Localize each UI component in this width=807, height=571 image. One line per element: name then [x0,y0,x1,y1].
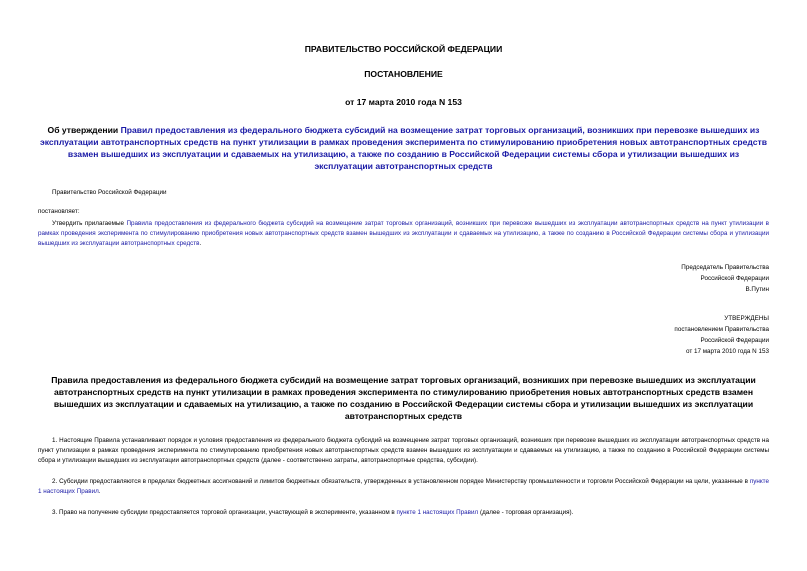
clause-3-suffix: (далее - торговая организация). [478,509,574,516]
clause-2-suffix: . [98,488,101,495]
approve-suffix: . [199,240,202,247]
clause-1: 1. Настоящие Правила устанавливают порядок и условия предоставления из федерального бюджета субсидий на возмещение затрат торговых организаций, возникших при перевозке вышедших из эксплуатации автотранспортных средств на пункт утилизации в рамках проведения эксперимента по стимулированию приобретения новых автотранспортных средств взамен вышедших из эксплуатации и сдаваемых на утилизацию, а также по созданию в Российской Федерации системы сбора и утилизации вышедших из эксплуатации автотранспортных средств (далее - соответственно затраты, автотранспортные средства, субсидии). [38,437,769,464]
signature [681,262,769,295]
clause-2-link[interactable]: пункте 1 настоящих Правил [38,478,769,495]
decree-title-prefix: Об утверждении [47,125,121,135]
issuer: Правительство Российской Федерации [52,189,167,196]
approval-line3: Российской Федерации [700,337,769,344]
header-doc-type: ПОСТАНОВЛЕНИЕ [364,69,443,79]
approve-link[interactable]: Правила предоставления из федерального бюджета субсидий на возмещение затрат торговых организаций, возникших при перевозке вышедших из эксплуатации автотранспортных средств на пункт утилизации в рамках проведения эксперимента по стимулированию приобретения новых автотранспортных средств взамен вышедших из эксплуатации и сдаваемых на утилизацию, а также по созданию в Российской Федерации системы сбора и утилизации вышедших из эксплуатации автотранспортных средств [38,220,769,247]
approval-line2: постановлением Правительства [674,326,769,333]
header-date: от 17 марта 2010 года N 153 [345,97,462,107]
clause-2 [38,477,769,497]
signature-line3: В.Путин [745,286,769,293]
approval-line4: от 17 марта 2010 года N 153 [685,348,769,355]
decree-title [38,124,769,172]
signature-line1: Председатель Правительства [681,264,769,271]
approval-block [674,313,769,357]
approve-paragraph [38,219,769,249]
approval-line1: УТВЕРЖДЕНЫ [724,315,769,322]
clause-3 [38,508,769,518]
clause-3-link[interactable]: пункте 1 настоящих Правил [396,509,479,516]
rules-title: Правила предоставления из федерального бюджета субсидий на возмещение затрат торговых организаций, возникших при перевозке вышедших из эксплуатации автотранспортных средств на пункт утилизации в рамках проведения эксперимента по стимулированию приобретения новых автотранспортных средств взамен вышедших из эксплуатации и сдаваемых на утилизацию, а также по созданию в Российской Федерации системы сбора и утилизации вышедших из эксплуатации автотранспортных средств [51,375,756,421]
clause-3-prefix: 3. Право на получение субсидии предоставляется торговой организации, участвующей в эксперименте, указанном в [52,509,397,516]
signature-line2: Российской Федерации [700,275,769,282]
approve-prefix: Утвердить прилагаемые [52,220,127,227]
header-org: ПРАВИТЕЛЬСТВО РОССИЙСКОЙ ФЕДЕРАЦИИ [304,44,503,54]
decides: постановляет: [38,208,80,215]
decree-title-link[interactable]: Правил предоставления из федерального бюджета субсидий на возмещение затрат торговых организаций, возникших при перевозке вышедших из эксплуатации автотранспортных средств на пункт утилизации в рамках проведения эксперимента по стимулированию приобретения новых автотранспортных средств взамен вышедших из эксплуатации и сдаваемых на утилизацию, а также по созданию в Российской Федерации системы сбора и утилизации вышедших из эксплуатации автотранспортных средств [39,125,768,171]
clause-2-prefix: 2. Субсидии предоставляются в пределах бюджетных ассигнований и лимитов бюджетных обязательств, утвержденных в установленном порядке Министерству промышленности и торговли Российской Федерации на цели, указанные в [52,478,750,485]
